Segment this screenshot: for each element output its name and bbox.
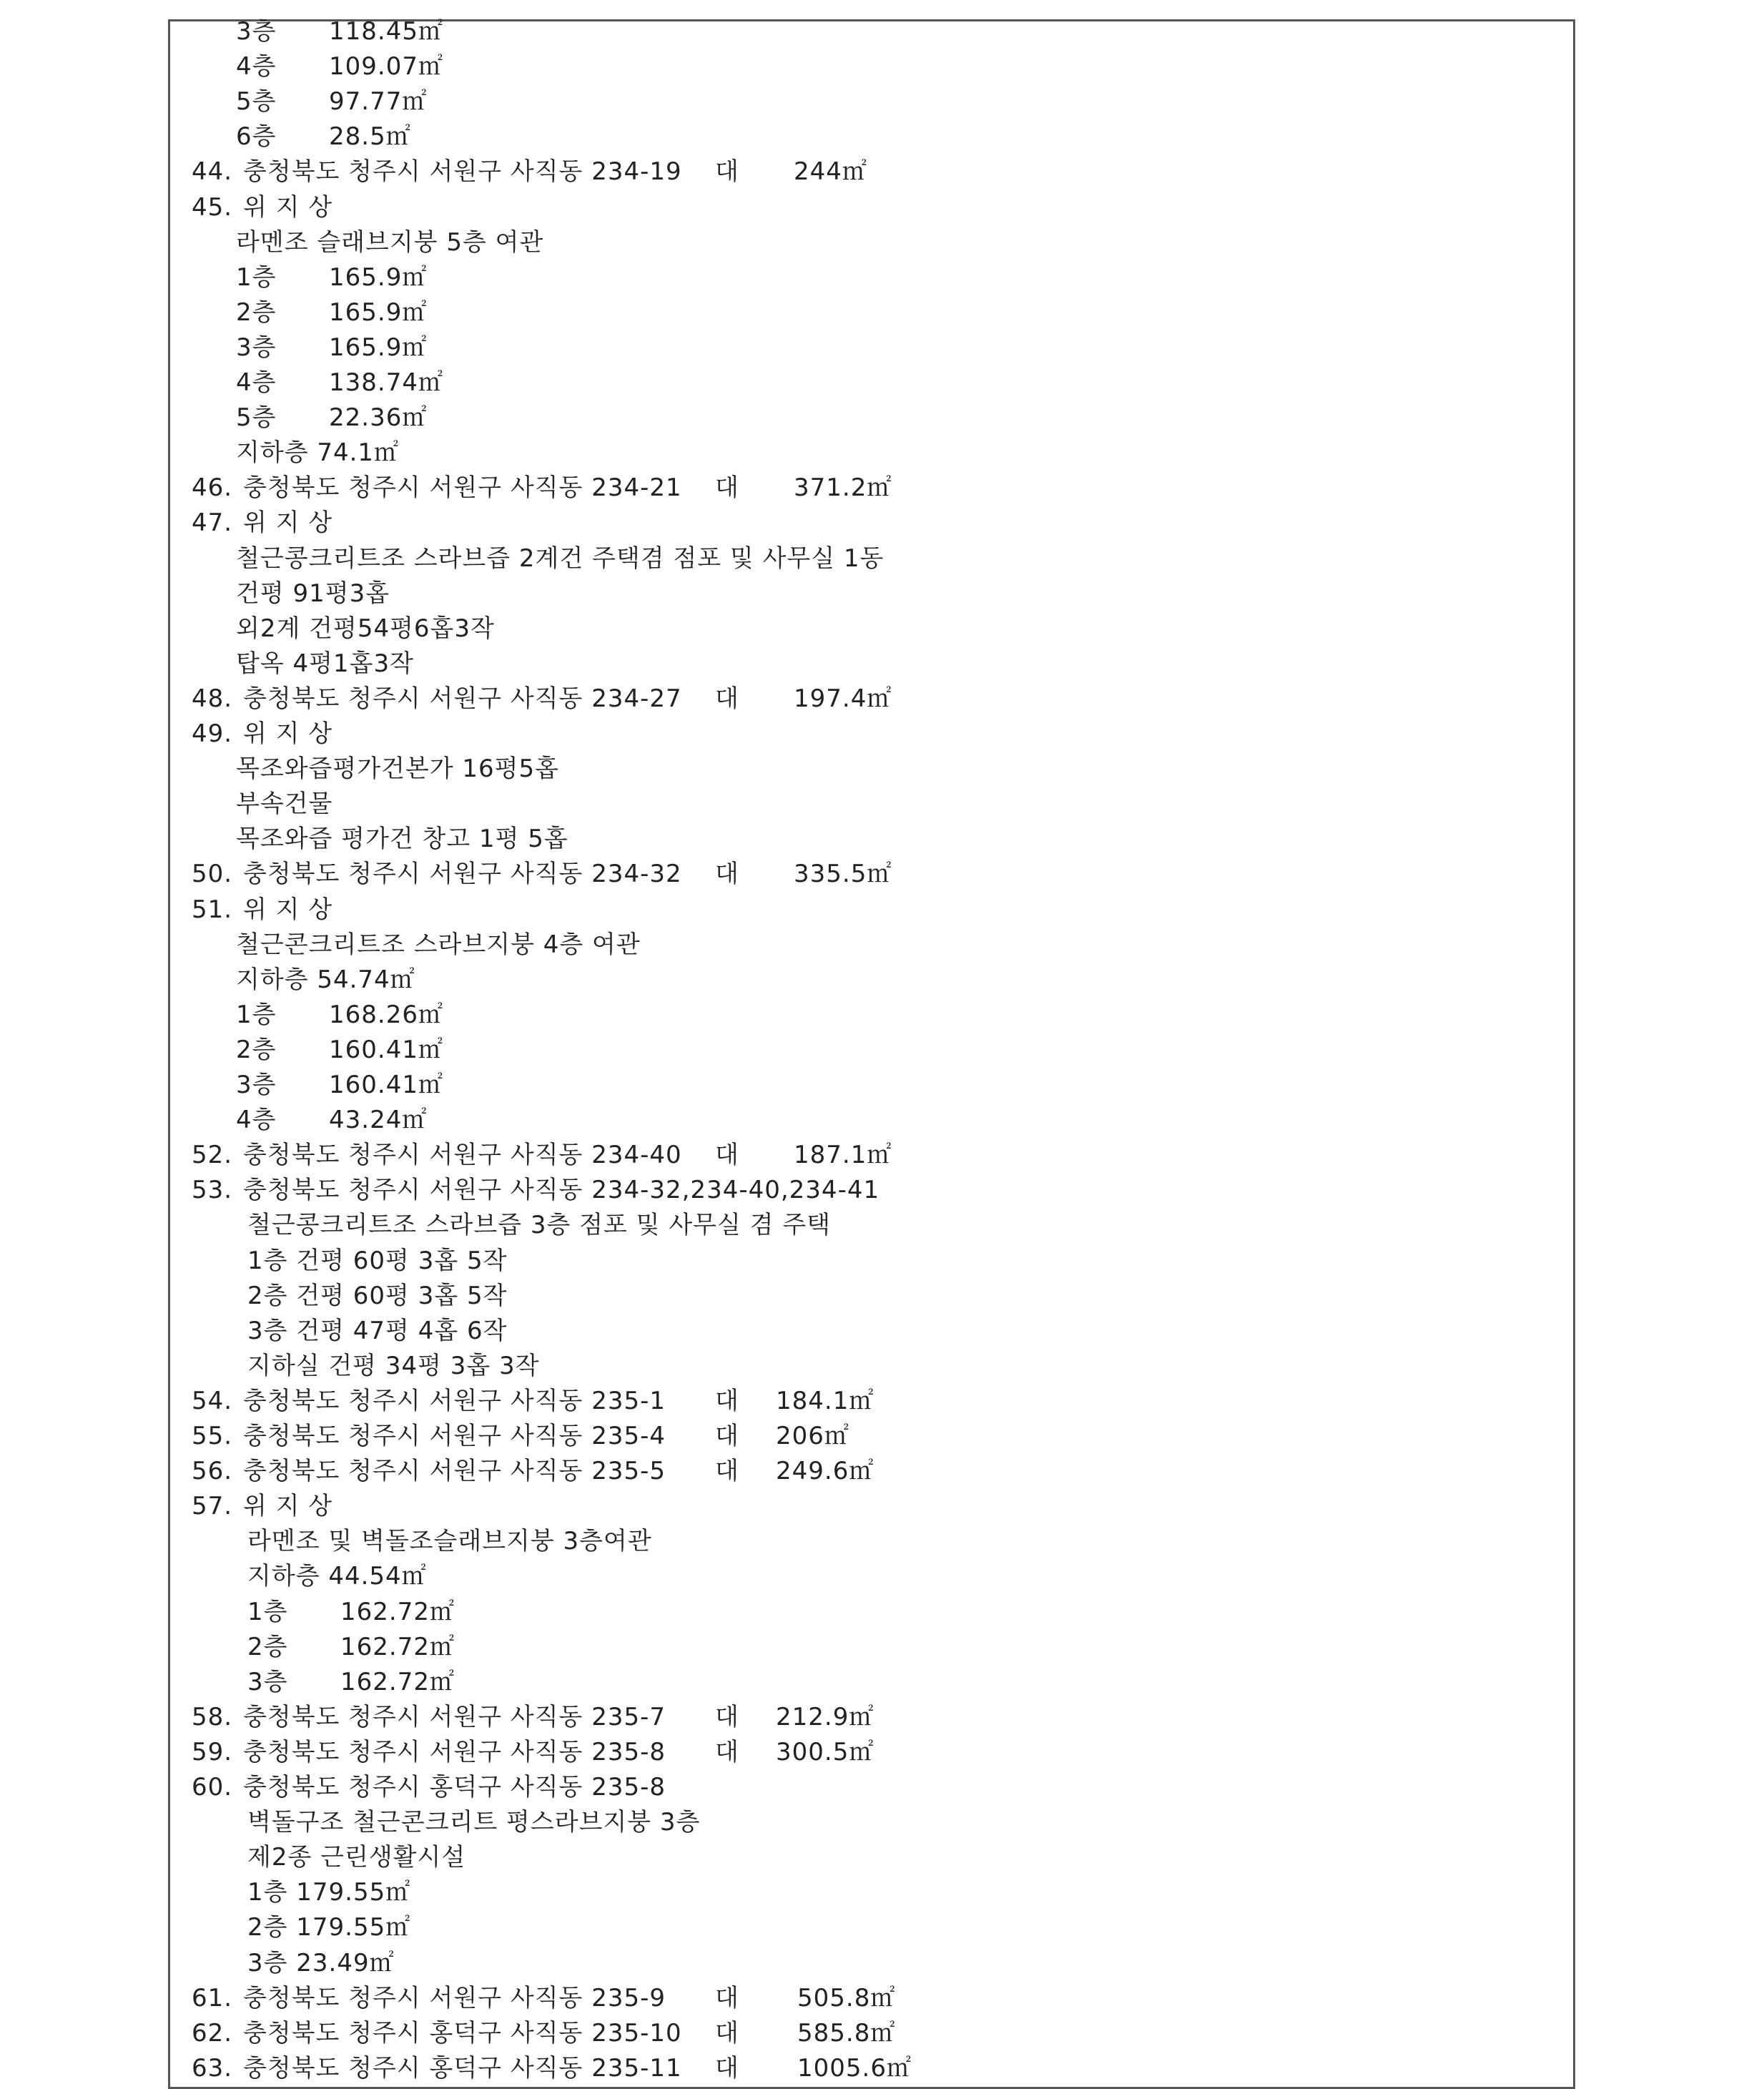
detail-text: 3층: [236, 333, 277, 362]
detail-text: 철근콩크리트조 스라브즙 3층 점포 및 사무실 겸 주택: [247, 1211, 832, 1240]
floor-area: 165.9㎡: [329, 298, 428, 327]
land-category: 대: [715, 684, 739, 713]
land-category: 대: [715, 2018, 739, 2048]
floor-area: 165.9㎡: [329, 262, 428, 292]
detail-text: 2층 179.55㎡: [247, 1913, 411, 1942]
land-area: 249.6㎡: [776, 1457, 874, 1486]
item-address: 충청북도 청주시 홍덕구 사직동 235-10: [243, 2018, 682, 2048]
land-category: 대: [715, 1422, 739, 1450]
item-number: 46.: [192, 473, 233, 503]
land-category: 대: [715, 1457, 739, 1486]
detail-text: 1층: [236, 1000, 277, 1029]
item-address: 충청북도 청주시 서원구 사직동 234-32: [243, 860, 682, 889]
detail-text: 6층: [236, 122, 277, 152]
item-address: 충청북도 청주시 서원구 사직동 235-8: [243, 1737, 666, 1766]
detail-text: 지하실 건평 34평 3홉 3작: [247, 1351, 540, 1380]
detail-text: 3층 건평 47평 4홉 6작: [247, 1316, 508, 1345]
detail-text: 2층 건평 60평 3홉 5작: [247, 1281, 508, 1310]
detail-text: 3층: [236, 1071, 277, 1099]
floor-area: 168.26㎡: [329, 1000, 443, 1029]
land-area: 184.1㎡: [776, 1386, 874, 1415]
item-number: 61.: [192, 1983, 233, 2012]
land-category: 대: [715, 1737, 739, 1766]
detail-text: 외2계 건평54평6홉3작: [236, 614, 495, 643]
land-area: 335.5㎡: [794, 860, 892, 889]
land-area: 244㎡: [794, 157, 867, 187]
detail-text: 라멘조 및 벽돌조슬래브지붕 3층여관: [247, 1527, 652, 1556]
floor-area: 160.41㎡: [329, 1071, 443, 1099]
land-category: 대: [715, 473, 739, 503]
floor-area: 118.45㎡: [329, 17, 443, 46]
detail-text: 4층: [236, 52, 277, 82]
detail-text: 철근콘크리트조 스라브지붕 4층 여관: [236, 930, 641, 959]
land-area: 212.9㎡: [776, 1702, 874, 1731]
item-number: 52.: [192, 1141, 233, 1170]
item-address: 충청북도 청주시 서원구 사직동 234-40: [243, 1141, 682, 1170]
item-address: 충청북도 청주시 서원구 사직동 235-7: [243, 1702, 666, 1731]
detail-text: 3층: [247, 1667, 288, 1696]
item-number: 50.: [192, 860, 233, 889]
detail-text: 3층 23.49㎡: [247, 1948, 395, 1977]
land-area: 585.8㎡: [797, 2018, 896, 2048]
item-address: 충청북도 청주시 서원구 사직동 235-1: [243, 1386, 666, 1415]
item-address: 충청북도 청주시 서원구 사직동 235-9: [243, 1983, 666, 2012]
detail-text: 4층: [236, 1106, 277, 1135]
floor-area: 162.72㎡: [340, 1667, 455, 1696]
detail-text: 2층: [247, 1632, 288, 1661]
land-category: 대: [715, 2053, 739, 2083]
detail-text: 지하층 54.74㎡: [236, 965, 415, 994]
item-number: 53.: [192, 1176, 233, 1205]
item-number: 45.: [192, 192, 233, 222]
item-number: 63.: [192, 2053, 233, 2083]
item-number: 51.: [192, 895, 233, 924]
item-address: 충청북도 청주시 서원구 사직동 234-19: [243, 157, 682, 187]
detail-text: 건평 91평3홉: [236, 579, 390, 608]
floor-area: 162.72㎡: [340, 1597, 455, 1626]
detail-text: 1층 건평 60평 3홉 5작: [247, 1246, 508, 1275]
floor-area: 97.77㎡: [329, 87, 428, 117]
land-area: 206㎡: [776, 1422, 849, 1450]
land-category: 대: [715, 1386, 739, 1415]
detail-text: 제2종 근린생활시설: [247, 1843, 466, 1872]
item-number: 47.: [192, 508, 233, 538]
land-category: 대: [715, 1983, 739, 2012]
detail-text: 4층: [236, 368, 277, 397]
item-address: 위 지 상: [243, 508, 333, 538]
floor-area: 43.24㎡: [329, 1106, 428, 1135]
item-number: 58.: [192, 1702, 233, 1731]
detail-text: 지하층 44.54㎡: [247, 1562, 427, 1591]
floor-area: 22.36㎡: [329, 403, 428, 433]
item-address: 위 지 상: [243, 895, 333, 924]
item-number: 56.: [192, 1457, 233, 1486]
land-area: 371.2㎡: [794, 473, 892, 503]
detail-text: 철근콩크리트조 스라브즙 2계건 주택겸 점포 및 사무실 1동: [236, 544, 885, 573]
item-address: 위 지 상: [243, 1492, 333, 1521]
detail-text: 2층: [236, 298, 277, 327]
detail-text: 목조와즙 평가건 창고 1평 5홉: [236, 825, 568, 854]
floor-area: 28.5㎡: [329, 122, 411, 152]
detail-text: 5층: [236, 403, 277, 433]
detail-text: 3층: [236, 17, 277, 46]
item-number: 59.: [192, 1737, 233, 1766]
item-number: 60.: [192, 1773, 233, 1802]
detail-text: 지하층 74.1㎡: [236, 438, 400, 468]
land-area: 187.1㎡: [794, 1141, 892, 1170]
item-address: 충청북도 청주시 서원구 사직동 235-5: [243, 1457, 666, 1486]
floor-area: 162.72㎡: [340, 1632, 455, 1661]
item-number: 57.: [192, 1492, 233, 1521]
item-number: 49.: [192, 719, 233, 748]
land-area: 505.8㎡: [797, 1983, 896, 2012]
detail-text: 1층 179.55㎡: [247, 1878, 411, 1907]
land-category: 대: [715, 1141, 739, 1170]
item-address: 위 지 상: [243, 192, 333, 222]
land-area: 300.5㎡: [776, 1737, 874, 1766]
detail-text: 1층: [247, 1597, 288, 1626]
floor-area: 160.41㎡: [329, 1035, 443, 1064]
detail-text: 부속건물: [236, 790, 333, 819]
item-number: 48.: [192, 684, 233, 713]
floor-area: 165.9㎡: [329, 333, 428, 362]
item-number: 62.: [192, 2018, 233, 2048]
detail-text: 2층: [236, 1035, 277, 1064]
item-address: 충청북도 청주시 서원구 사직동 234-21: [243, 473, 682, 503]
item-address: 위 지 상: [243, 719, 333, 748]
item-address: 충청북도 청주시 서원구 사직동 235-4: [243, 1422, 666, 1450]
floor-area: 109.07㎡: [329, 52, 443, 82]
land-category: 대: [715, 1702, 739, 1731]
land-category: 대: [715, 860, 739, 889]
item-number: 55.: [192, 1422, 233, 1450]
land-category: 대: [715, 157, 739, 187]
item-address: 충청북도 청주시 서원구 사직동 234-27: [243, 684, 682, 713]
detail-text: 목조와즙평가건본가 16평5홉: [236, 755, 559, 784]
item-address: 충청북도 청주시 홍덕구 사직동 235-11: [243, 2053, 682, 2083]
item-number: 54.: [192, 1386, 233, 1415]
detail-text: 1층: [236, 262, 277, 292]
detail-text: 벽돌구조 철근콘크리트 평스라브지붕 3층: [247, 1808, 701, 1837]
item-address: 충청북도 청주시 홍덕구 사직동 235-8: [243, 1773, 666, 1802]
floor-area: 138.74㎡: [329, 368, 443, 397]
item-address: 충청북도 청주시 서원구 사직동 234-32,234-40,234-41: [243, 1176, 880, 1205]
detail-text: 라멘조 슬래브지붕 5층 여관: [236, 227, 544, 257]
land-area: 1005.6㎡: [797, 2053, 912, 2083]
land-area: 197.4㎡: [794, 684, 892, 713]
detail-text: 탑옥 4평1홉3작: [236, 649, 414, 678]
item-number: 44.: [192, 157, 233, 187]
detail-text: 5층: [236, 87, 277, 117]
